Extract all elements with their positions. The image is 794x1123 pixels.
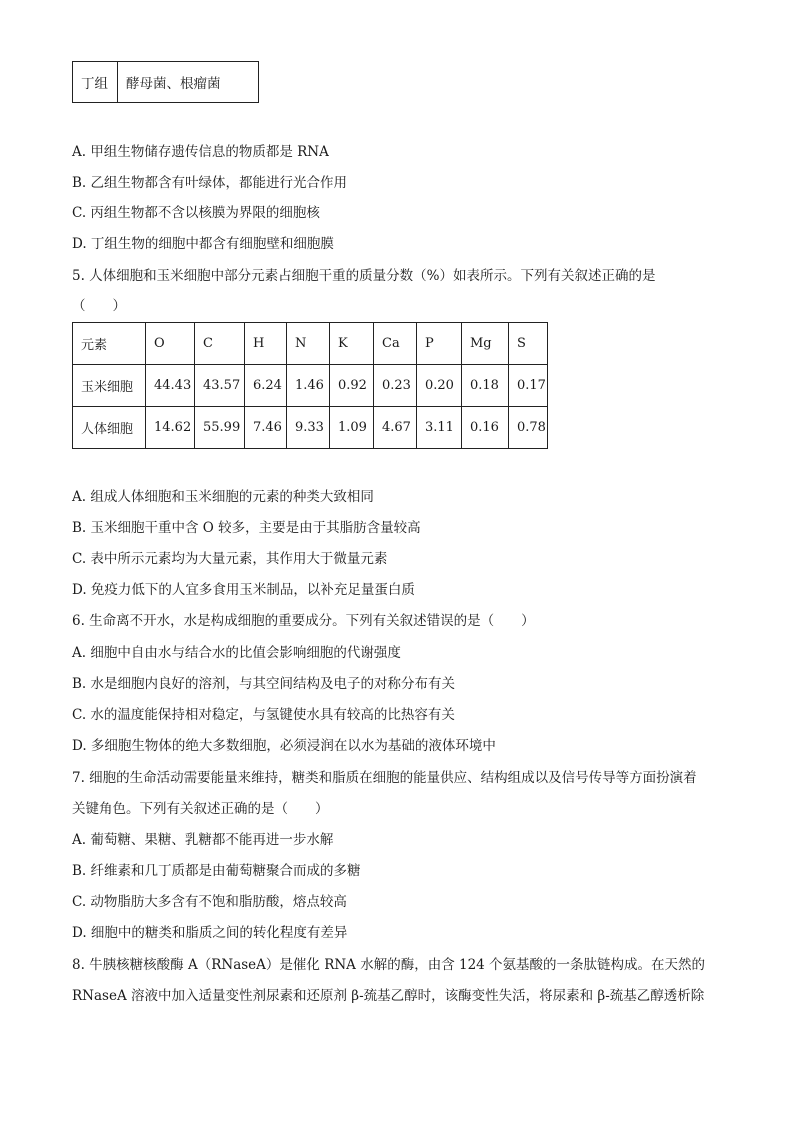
group-table — [72, 61, 259, 103]
table-header-cell: O — [146, 323, 195, 365]
table-cell: 人体细胞 — [73, 407, 146, 449]
table-header-cell: H — [245, 323, 287, 365]
q5-stem-line1: 5. 人体细胞和玉米细胞中部分元素占细胞干重的质量分数（%）如表所示。下列有关叙述正确的是 — [72, 268, 656, 284]
table-cell: 0.20 — [417, 365, 462, 407]
q7-option-b: B. 纤维素和几丁质都是由葡萄糖聚合而成的多糖 — [72, 863, 361, 879]
table-row — [73, 62, 259, 103]
q8-line1: 8. 牛胰核糖核酸酶 A（RNaseA）是催化 RNA 水解的酶，由含 124 个氨基酸的一条肽链构成。在天然的 — [72, 957, 706, 973]
table-cell: 0.92 — [330, 365, 374, 407]
table-header-cell: C — [195, 323, 245, 365]
q4-option-b: B. 乙组生物都含有叶绿体，都能进行光合作用 — [72, 175, 348, 191]
q5-option-a: A. 组成人体细胞和玉米细胞的元素的种类大致相同 — [72, 489, 374, 505]
element-table — [72, 322, 548, 449]
table-cell: 43.57 — [195, 365, 245, 407]
q4-option-c: C. 丙组生物都不含以核膜为界限的细胞核 — [72, 205, 320, 221]
table-cell: 0.78 — [509, 407, 548, 449]
table-cell: 7.46 — [245, 407, 287, 449]
table-header-cell: 元素 — [73, 323, 146, 365]
group-label: 丁组 — [73, 62, 118, 103]
q6-option-c: C. 水的温度能保持相对稳定，与氢键使水具有较高的比热容有关 — [72, 707, 455, 723]
q6-stem: 6. 生命离不开水，水是构成细胞的重要成分。下列有关叙述错误的是（ ） — [72, 613, 535, 629]
q7-option-c: C. 动物脂肪大多含有不饱和脂肪酸，熔点较高 — [72, 894, 347, 910]
table-cell: 55.99 — [195, 407, 245, 449]
table-cell: 0.16 — [462, 407, 509, 449]
q5-option-b: B. 玉米细胞干重中含 O 较多，主要是由于其脂肪含量较高 — [72, 520, 421, 536]
table-row — [73, 407, 548, 449]
table-cell: 4.67 — [374, 407, 417, 449]
table-cell: 0.17 — [509, 365, 548, 407]
table-cell: 1.09 — [330, 407, 374, 449]
table-cell: 0.23 — [374, 365, 417, 407]
table-cell: 0.18 — [462, 365, 509, 407]
table-header-cell: K — [330, 323, 374, 365]
table-cell: 1.46 — [287, 365, 330, 407]
table-cell: 3.11 — [417, 407, 462, 449]
table-header-row — [73, 323, 548, 365]
q7-option-d: D. 细胞中的糖类和脂质之间的转化程度有差异 — [72, 925, 348, 941]
table-header-cell: Ca — [374, 323, 417, 365]
q7-stem-line1: 7. 细胞的生命活动需要能量来维持，糖类和脂质在细胞的能量供应、结构组成以及信号传导等方面扮演着 — [72, 770, 697, 786]
group-organisms: 酵母菌、根瘤菌 — [118, 62, 259, 103]
q6-option-b: B. 水是细胞内良好的溶剂，与其空间结构及电子的对称分布有关 — [72, 676, 456, 692]
table-row — [73, 365, 548, 407]
table-cell: 14.62 — [146, 407, 195, 449]
q7-stem-line2: 关键角色。下列有关叙述正确的是（ ） — [72, 801, 329, 817]
table-cell: 6.24 — [245, 365, 287, 407]
q5-stem-line2: （ ） — [72, 298, 126, 314]
q6-option-d: D. 多细胞生物体的绝大多数细胞，必须浸润在以水为基础的液体环境中 — [72, 738, 496, 754]
table-header-cell: P — [417, 323, 462, 365]
q6-option-a: A. 细胞中自由水与结合水的比值会影响细胞的代谢强度 — [72, 645, 401, 661]
q4-option-d: D. 丁组生物的细胞中都含有细胞壁和细胞膜 — [72, 236, 334, 252]
table-header-cell: Mg — [462, 323, 509, 365]
table-cell: 玉米细胞 — [73, 365, 146, 407]
q5-option-d: D. 免疫力低下的人宜多食用玉米制品，以补充足量蛋白质 — [72, 582, 415, 598]
table-cell: 9.33 — [287, 407, 330, 449]
table-header-cell: S — [509, 323, 548, 365]
table-cell: 44.43 — [146, 365, 195, 407]
q8-line2: RNaseA 溶液中加入适量变性剂尿素和还原剂 β-巯基乙醇时，该酶变性失活，将尿素和 β-巯基乙醇透析除 — [72, 988, 705, 1004]
q5-option-c: C. 表中所示元素均为大量元素，其作用大于微量元素 — [72, 551, 388, 567]
q7-option-a: A. 葡萄糖、果糖、乳糖都不能再进一步水解 — [72, 832, 334, 848]
q4-option-a: A. 甲组生物储存遗传信息的物质都是 RNA — [72, 144, 329, 160]
table-header-cell: N — [287, 323, 330, 365]
